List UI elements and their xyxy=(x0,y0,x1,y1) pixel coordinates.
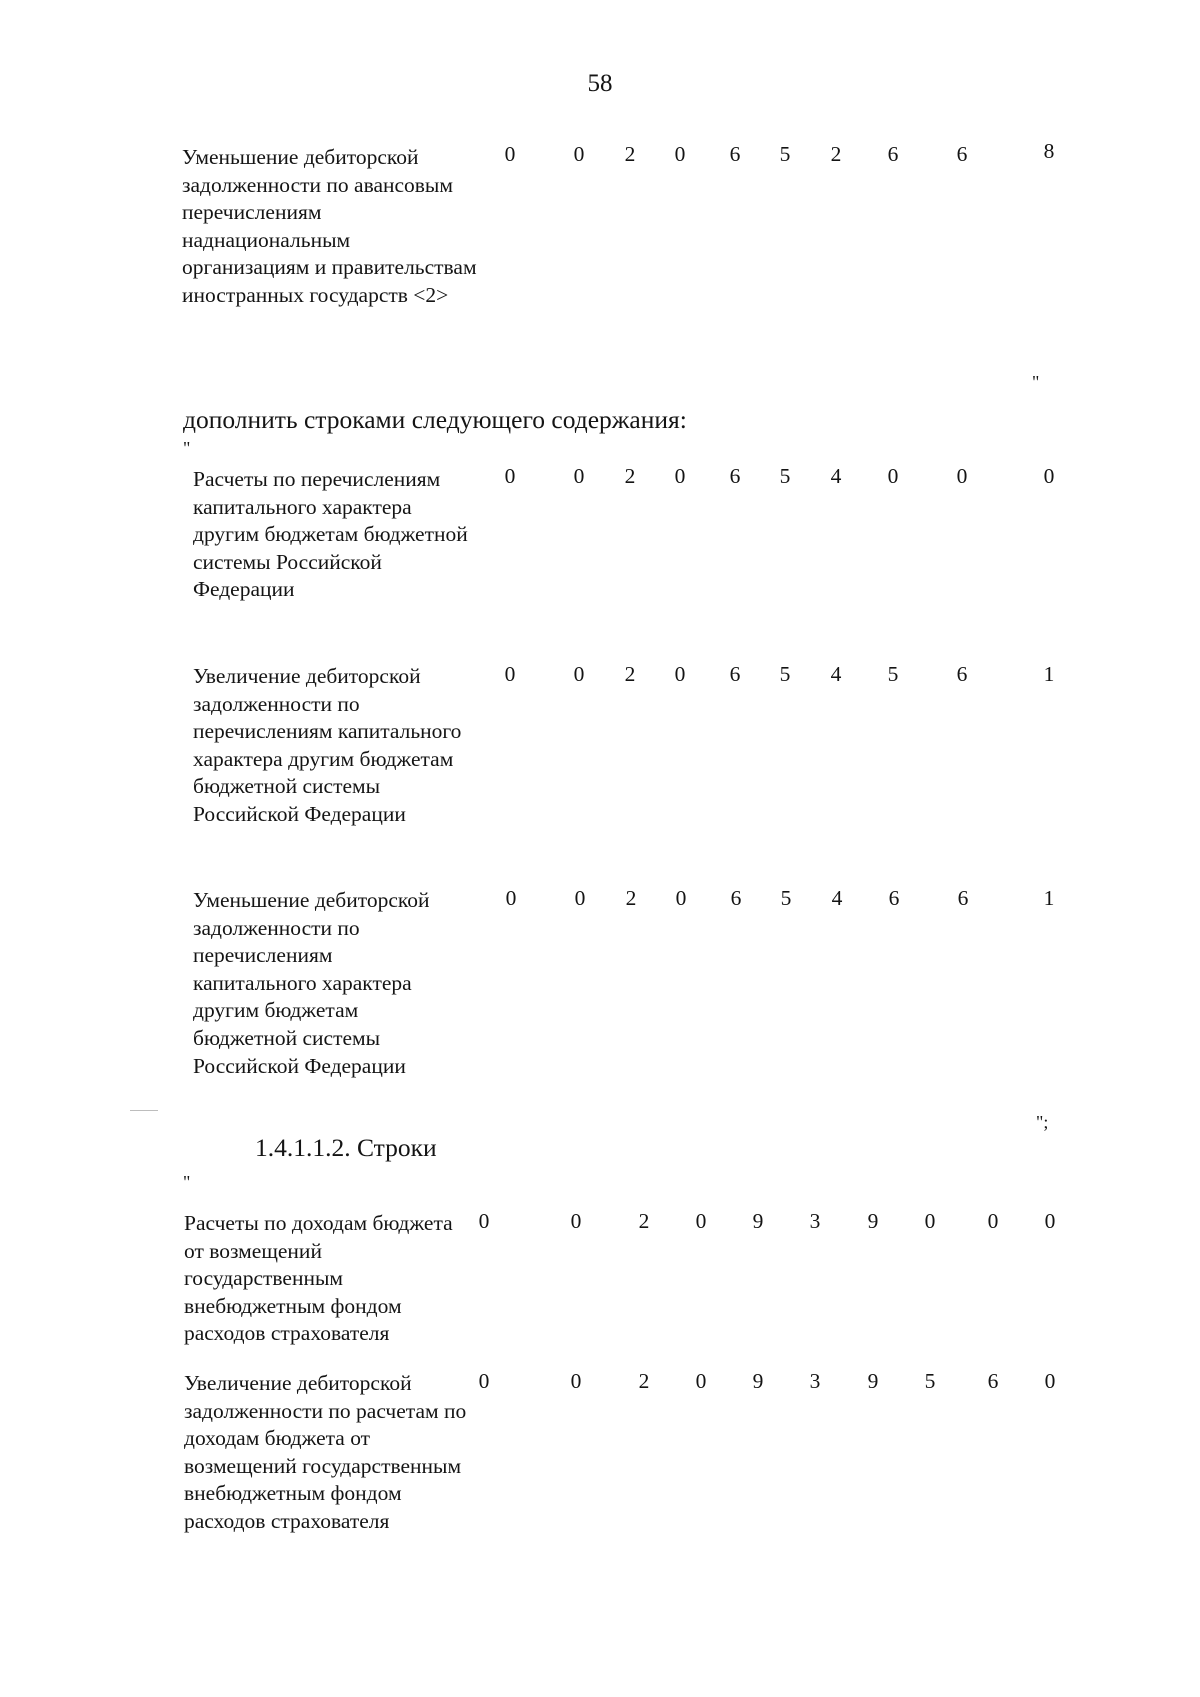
code-digit: 0 xyxy=(505,886,517,910)
code-digit: 6 xyxy=(888,886,900,910)
code-digit: 9 xyxy=(752,1369,764,1393)
code-digit: 0 xyxy=(1044,1209,1056,1233)
code-digit: 5 xyxy=(924,1369,936,1393)
code-digit: 0 xyxy=(887,464,899,488)
code-digit: 0 xyxy=(675,886,687,910)
code-digit: 4 xyxy=(831,886,843,910)
code-digit: 4 xyxy=(830,662,842,686)
code-digit: 2 xyxy=(638,1369,650,1393)
code-digit: 0 xyxy=(504,464,516,488)
code-digit: 6 xyxy=(729,662,741,686)
code-digit: 0 xyxy=(504,662,516,686)
code-digit: 0 xyxy=(674,662,686,686)
code-digit: 6 xyxy=(730,886,742,910)
code-digit: 2 xyxy=(625,886,637,910)
code-digit: 0 xyxy=(570,1369,582,1393)
code-digit: 0 xyxy=(573,662,585,686)
section-heading: 1.4.1.1.2. Строки xyxy=(255,1133,437,1162)
code-digit: 6 xyxy=(729,142,741,166)
row-label-insurer-refunds: Расчеты по доходам бюджета от возмещений государственным внебюджетным фондом расходов страхователя xyxy=(184,1211,453,1346)
code-digit: 0 xyxy=(1043,464,1055,488)
row-label-capital-increase: Увеличение дебиторской задолженности по перечислениям капитального характера другим бюджетам бюджетной системы Российской Федерации xyxy=(193,664,462,826)
code-digit: 0 xyxy=(478,1369,490,1393)
code-digit: 6 xyxy=(956,142,968,166)
intro-text: дополнить строками следующего содержания: xyxy=(183,405,687,434)
code-digit: 6 xyxy=(987,1369,999,1393)
code-digit: 0 xyxy=(478,1209,490,1233)
code-digit: 5 xyxy=(779,142,791,166)
code-digit: 9 xyxy=(752,1209,764,1233)
code-digit: 3 xyxy=(809,1209,821,1233)
page-number: 58 xyxy=(587,70,613,97)
code-digit: 2 xyxy=(830,142,842,166)
code-digit: 6 xyxy=(729,464,741,488)
code-digit: 0 xyxy=(695,1209,707,1233)
code-digit: 0 xyxy=(924,1209,936,1233)
code-digit: 0 xyxy=(674,142,686,166)
code-digit: 2 xyxy=(624,662,636,686)
opening-quote: " xyxy=(183,438,191,458)
code-digit: 0 xyxy=(1044,1369,1056,1393)
row-label-capital-reduction: Уменьшение дебиторской задолженности по перечислениям капитального характера другим бюджетам бюджетной системы Российской Федерации xyxy=(193,888,430,1078)
code-digit: 0 xyxy=(504,142,516,166)
code-digit: 2 xyxy=(624,464,636,488)
code-digit: 0 xyxy=(573,142,585,166)
code-digit: 5 xyxy=(780,886,792,910)
code-digit: 0 xyxy=(574,886,586,910)
code-digit: 5 xyxy=(779,662,791,686)
code-digit: 0 xyxy=(695,1369,707,1393)
code-digit: 0 xyxy=(573,464,585,488)
closing-quote-semicolon: "; xyxy=(1036,1112,1049,1132)
row-label-reduction-advance: Уменьшение дебиторской задолженности по авансовым перечислениям наднациональным организациям и правительствам иностранных государств <2> xyxy=(182,145,477,307)
code-digit: 6 xyxy=(957,886,969,910)
code-digit: 9 xyxy=(867,1369,879,1393)
code-digit: 0 xyxy=(570,1209,582,1233)
scan-artifact-line xyxy=(130,1110,158,1111)
code-digit: 0 xyxy=(956,464,968,488)
code-digit: 9 xyxy=(867,1209,879,1233)
code-digit: 8 xyxy=(1043,139,1055,163)
code-digit: 6 xyxy=(956,662,968,686)
row-label-insurer-increase: Увеличение дебиторской задолженности по расчетам по доходам бюджета от возмещений государственным внебюджетным фондом расходов страхователя xyxy=(184,1371,467,1533)
code-digit: 0 xyxy=(674,464,686,488)
opening-quote: " xyxy=(183,1172,191,1192)
code-digit: 4 xyxy=(830,464,842,488)
code-digit: 0 xyxy=(987,1209,999,1233)
code-digit: 5 xyxy=(779,464,791,488)
code-digit: 3 xyxy=(809,1369,821,1393)
closing-quote: " xyxy=(1032,372,1040,392)
code-digit: 6 xyxy=(887,142,899,166)
code-digit: 1 xyxy=(1043,886,1055,910)
code-digit: 2 xyxy=(638,1209,650,1233)
code-digit: 1 xyxy=(1043,662,1055,686)
code-digit: 5 xyxy=(887,662,899,686)
row-label-capital-transfers: Расчеты по перечислениям капитального характера другим бюджетам бюджетной системы Российской Федерации xyxy=(193,467,468,602)
code-digit: 2 xyxy=(624,142,636,166)
